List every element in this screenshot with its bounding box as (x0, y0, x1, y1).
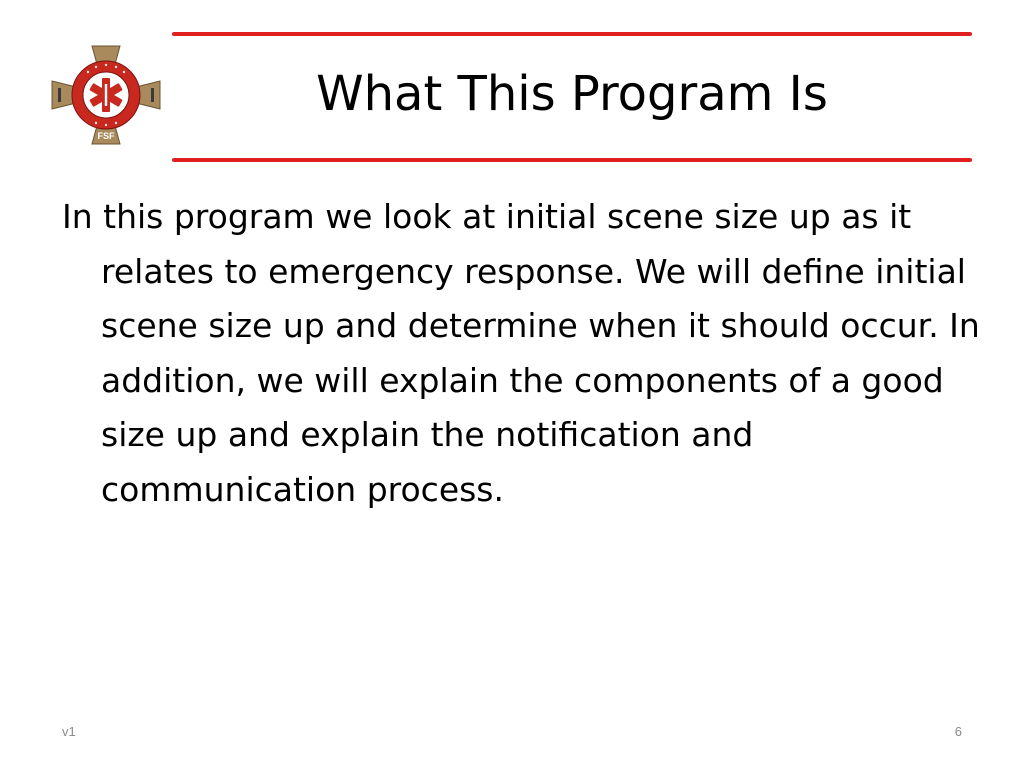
body-paragraph: In this program we look at initial scene size up as it relates to emergency response. We will define initial scene size up and determine when it should occur. In addition, we will explain the components of a good size up and explain the notification and communication process. (62, 197, 980, 509)
footer-version: v1 (62, 724, 76, 739)
slide-title: What This Program Is (316, 66, 828, 122)
logo-initials: FSF (97, 131, 115, 141)
title-bottom-rule (172, 158, 972, 162)
footer-page-number: 6 (954, 724, 962, 739)
firefighter-support-foundation-logo (48, 40, 164, 150)
title-top-rule (172, 32, 972, 36)
